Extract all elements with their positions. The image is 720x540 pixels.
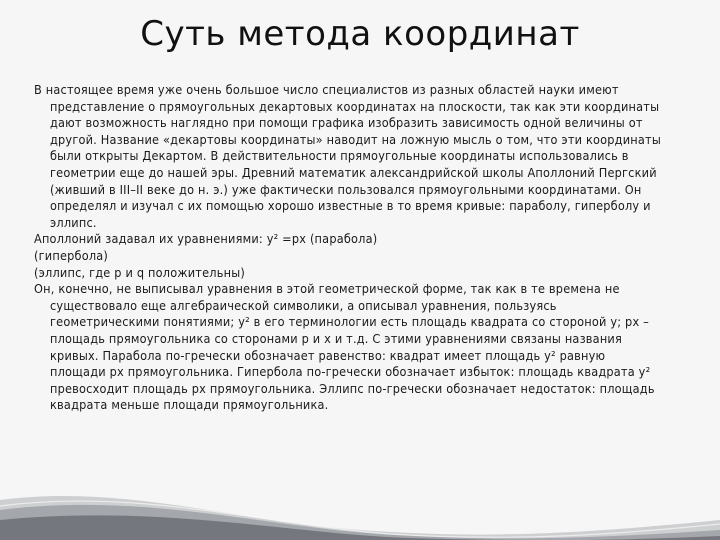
paragraph-parabola-equation: Аполлоний задавал их уравнениями: y² =px (парабола) <box>34 231 378 247</box>
paragraph-ellipse-label: (эллипс, где p и q положительны) <box>34 264 245 280</box>
slide-title: Суть метода координат <box>140 14 580 54</box>
paragraph-explanation: Он, конечно, не выписывал уравнения в этой геометрической форме, так как в те времена не существовало еще алгебраической символики, а описывал уравнения, пользуясь геометрическими понятиями; y² в его терминологии есть площадь квадрата со стороной y; px – площадь прямоугольника со сторонами p и x и т.д. С этими уравнениями связаны названия кривых. Парабола по-гречески обозначает равенство: квадрат имеет площадь y² равную площади px прямоугольника. Гипербола по-гречески обозначает избыток: площадь квадрата y² превосходит площадь px прямоугольника. Эллипс по-гречески обозначает недостаток: площадь квадрата меньше площади прямоугольника. <box>34 281 655 413</box>
slide-body <box>34 82 664 414</box>
paragraph-intro: В настоящее время уже очень большое число специалистов из разных областей науки имеют представление о прямоугольных декартовых координатах на плоскости, так как эти координаты дают возможность наглядно при помощи графика изобразить зависимость одной величины от другой. Название «декартовы координаты» наводит на ложную мысль о том, что эти координаты были открыты Декартом. В действительности прямоугольные координаты использовались в геометрии еще до нашей эры. Древний математик александрийской школы Аполлоний Пергский (живший в III–II веке до н. э.) уже фактически пользовался прямоугольными координатами. Он определял и изучал с их помощью хорошо известные в то время кривые: параболу, гиперболу и эллипс. <box>34 82 661 230</box>
paragraph-hyperbola-label: (гипербола) <box>34 247 109 263</box>
decorative-wave <box>0 450 720 540</box>
